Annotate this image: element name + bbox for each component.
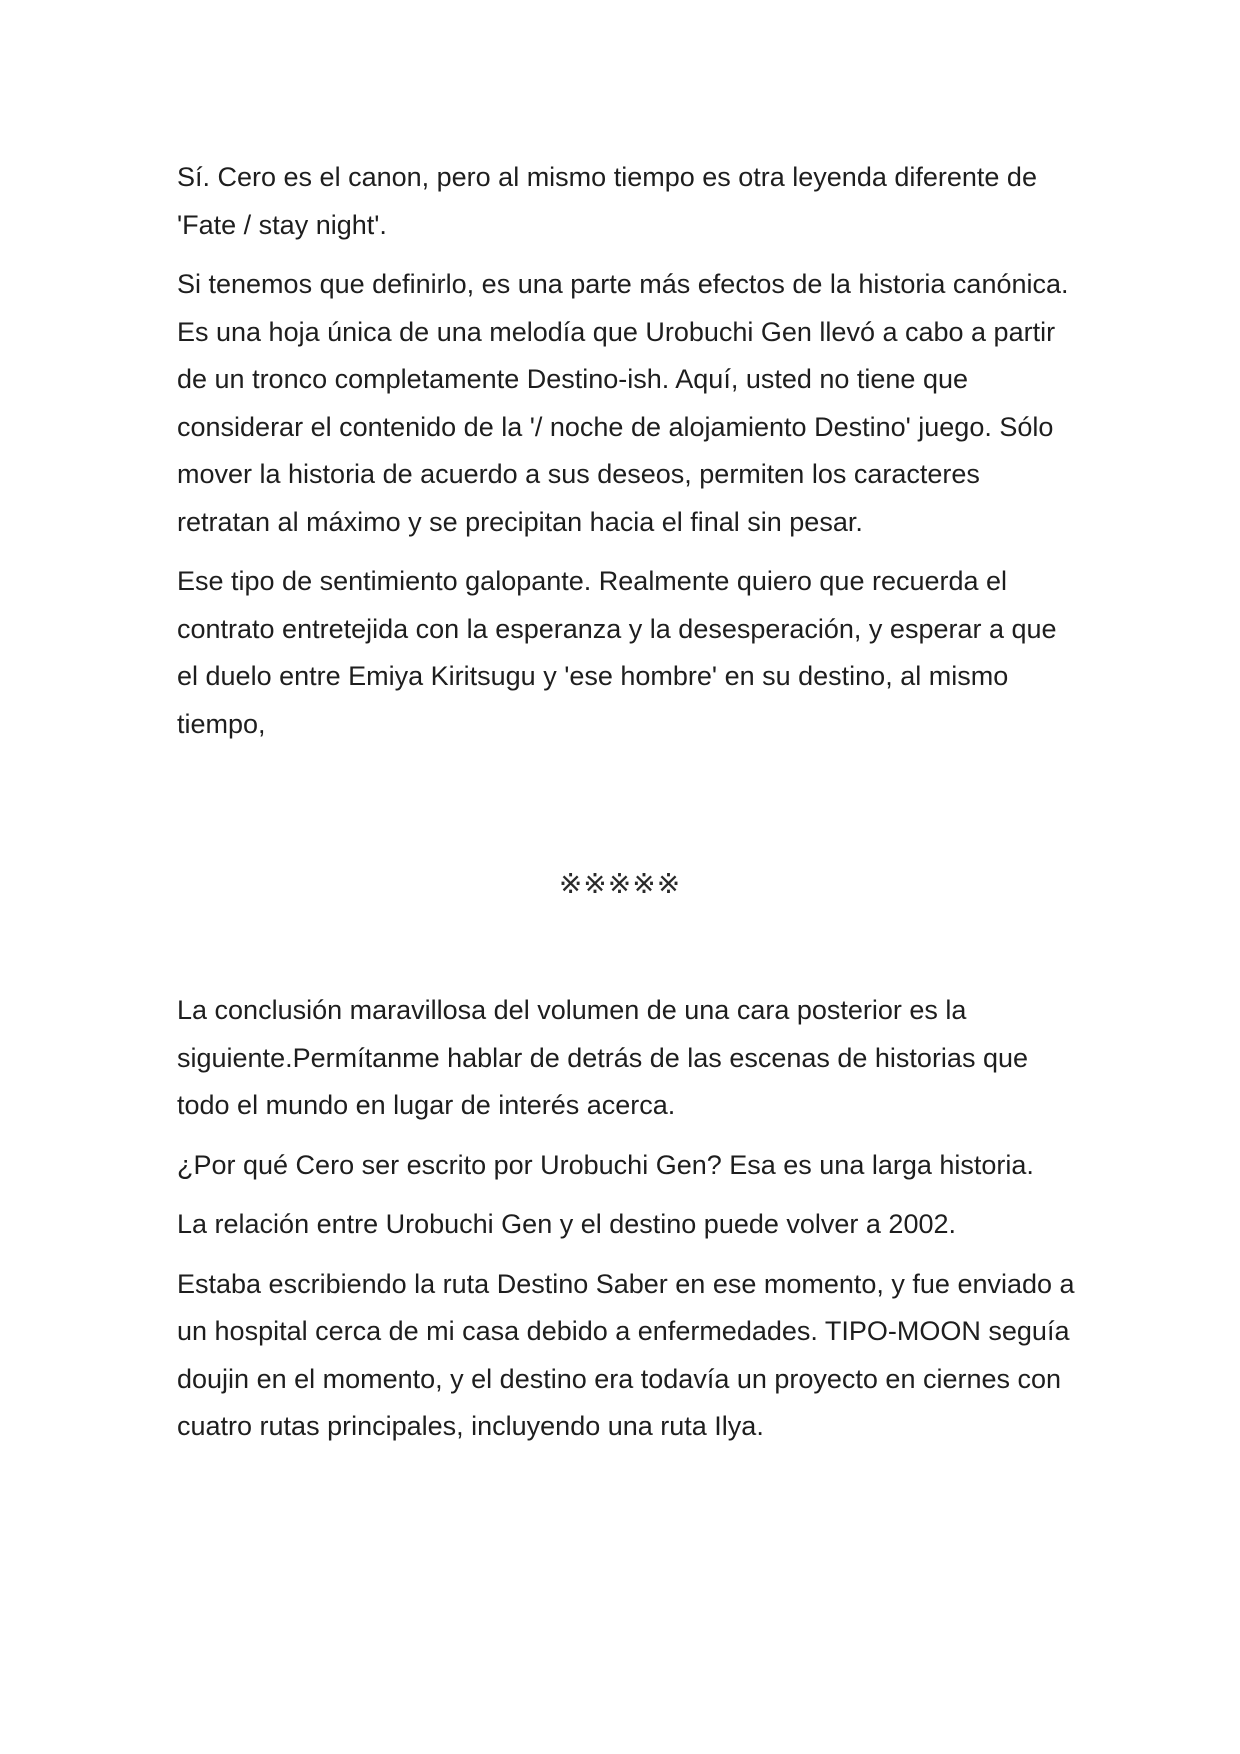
paragraph: Sí. Cero es el canon, pero al mismo tiempo es otra leyenda diferente de 'Fate / stay night'. — [177, 162, 1037, 240]
section-two — [177, 987, 1077, 1463]
section-one — [177, 154, 1077, 760]
paragraph: ¿Por qué Cero ser escrito por Urobuchi Gen? Esa es una larga historia. — [177, 1149, 1034, 1180]
section-separator: ※※※※※ — [558, 867, 682, 900]
paragraph: Ese tipo de sentimiento galopante. Realmente quiero que recuerda el contrato entretejida con la esperanza y la desesperación, y esperar a que el duelo entre Emiya Kiritsugu y 'ese hombre' en su destino, al mismo tiempo, — [177, 566, 1057, 739]
paragraph: La relación entre Urobuchi Gen y el destino puede volver a 2002. — [177, 1209, 956, 1239]
paragraph: Si tenemos que definirlo, es una parte más efectos de la historia canónica. Es una hoja única de una melodía que Urobuchi Gen llevó a cabo a partir de un tronco completamente Destino-ish. Aquí, usted no tiene que considerar el contenido de la '/ noche de alojamiento Destino' juego. Sólo mover la historia de acuerdo a sus deseos, permiten los caracteres retratan al máximo y se precipitan hacia el final sin pesar. — [177, 269, 1069, 537]
paragraph: La conclusión maravillosa del volumen de una cara posterior es la siguiente.Permítanme hablar de detrás de las escenas de historias que todo el mundo en lugar de interés acerca. — [177, 995, 1029, 1120]
paragraph: Estaba escribiendo la ruta Destino Saber en ese momento, y fue enviado a un hospital cerca de mi casa debido a enfermedades. TIPO-MOON seguía doujin en el momento, y el destino era todavía un proyecto en ciernes con cuatro rutas principales, incluyendo una ruta Ilya. — [177, 1268, 1075, 1441]
